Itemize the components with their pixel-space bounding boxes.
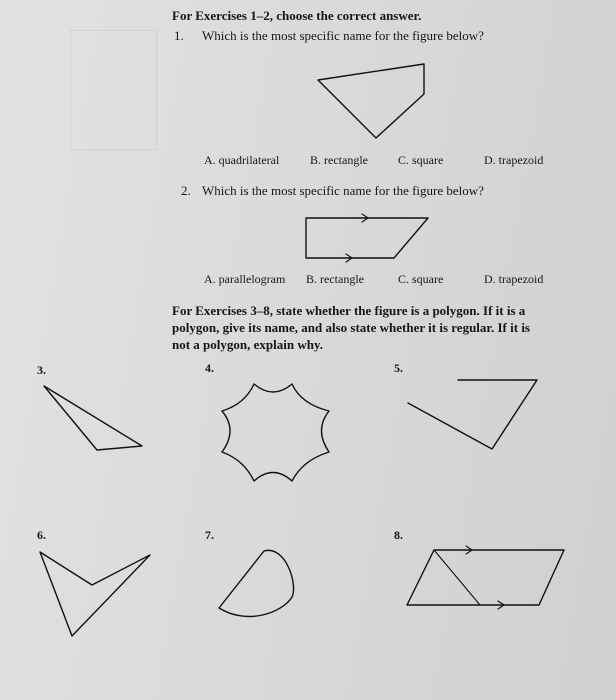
section1-header: For Exercises 1–2, choose the correct answer. bbox=[172, 8, 422, 23]
choice-letter: B. bbox=[310, 153, 322, 167]
exercise-7-curved-figure bbox=[219, 550, 294, 616]
exercise-8-diagonal bbox=[434, 550, 480, 605]
exercise-8-number: 8. bbox=[394, 528, 403, 542]
q2-number: 2. bbox=[181, 183, 191, 198]
section2-header-line-1: For Exercises 3–8, state whether the figure is a polygon. If it is a bbox=[172, 303, 526, 318]
q1-text: Which is the most specific name for the figure below? bbox=[202, 28, 484, 43]
choice-letter: A. bbox=[204, 272, 216, 286]
exercise-5-number: 5. bbox=[394, 361, 403, 375]
choice-text: square bbox=[412, 272, 444, 286]
choice-text: parallelogram bbox=[218, 272, 286, 286]
exercise-4-number: 4. bbox=[205, 361, 214, 375]
choice-text: rectangle bbox=[324, 153, 368, 167]
choice-letter: C. bbox=[398, 272, 410, 286]
choice-text: quadrilateral bbox=[218, 153, 280, 167]
exercise-3-number: 3. bbox=[37, 363, 46, 377]
exercise-5-open-figure bbox=[408, 380, 537, 449]
exercise-6-dart bbox=[40, 552, 150, 636]
exercise-6-number: 6. bbox=[37, 528, 46, 542]
exercise-3-triangle bbox=[44, 386, 142, 450]
choice-letter: C. bbox=[398, 153, 410, 167]
choice-letter: D. bbox=[484, 272, 496, 286]
choice-text: trapezoid bbox=[498, 153, 544, 167]
exercise-4-curved-octagon bbox=[222, 384, 329, 481]
choice-text: square bbox=[412, 153, 444, 167]
choice-text: trapezoid bbox=[498, 272, 544, 286]
choice-letter: D. bbox=[484, 153, 496, 167]
choice-letter: B. bbox=[306, 272, 318, 286]
exercise-7-number: 7. bbox=[205, 528, 214, 542]
exercise-8-parallelogram bbox=[407, 550, 564, 605]
q1-number: 1. bbox=[174, 28, 184, 43]
q2-text: Which is the most specific name for the figure below? bbox=[202, 183, 484, 198]
choice-text: rectangle bbox=[320, 272, 364, 286]
choice-letter: A. bbox=[204, 153, 216, 167]
section2-header-line-2: polygon, give its name, and also state whether it is regular. If it is bbox=[172, 320, 530, 335]
section2-header-line-3: not a polygon, explain why. bbox=[172, 337, 323, 352]
